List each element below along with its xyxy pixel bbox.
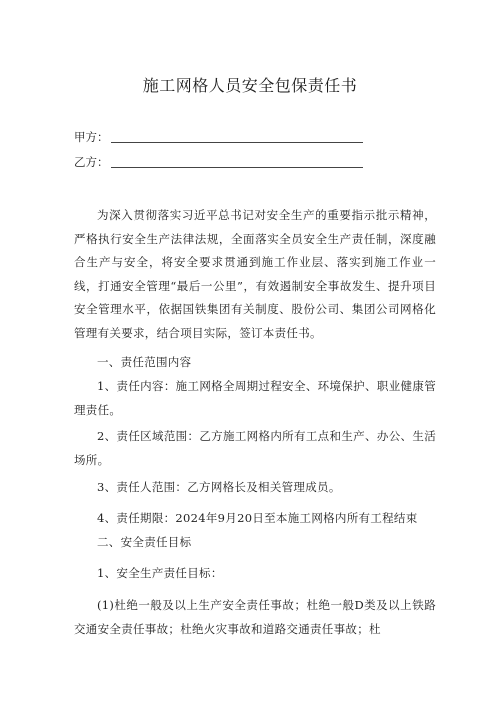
item-2-paragraph: 2、责任区域范围：乙方施工网格内所有工点和生产、办公、生活场所。 (74, 429, 436, 467)
party-b-underline (111, 167, 363, 168)
item-1-paragraph: 1、责任内容：施工网格全周期过程安全、环境保护、职业健康管理责任。 (74, 379, 436, 417)
section2-heading: 二、安全责任目标 (97, 535, 192, 549)
goal-1-sub-1-paragraph: (1)杜绝一般及以上生产安全责任事故；杜绝一般D类及以上铁路交通安全责任事故；杜绝火灾事故和道路交通责任事故；杜 (74, 598, 436, 636)
party-b-row (74, 154, 363, 170)
item-3-paragraph: 3、责任人范围：乙方网格长及相关管理成员。 (97, 480, 341, 494)
intro-paragraph: 为深入贯彻落实习近平总书记对安全生产的重要指示批示精神，严格执行安全生产法律法规，全面落实全员安全生产责任制，深度融合生产与安全，将安全要求贯通到施工作业层、落实到施工作业一线，打通安全管理“最后一公里”，有效遏制安全事故发生、提升项目安全管理水平，依据国铁集团有关制度、股份公司、集团公司网格化管理有关要求，结合项目实际，签订本责任书。 (74, 208, 436, 340)
item-4-paragraph: 4、责任期限：2024年9月20日至本施工网格内所有工程结束 (97, 511, 418, 525)
party-b-label: 乙方： (74, 155, 109, 169)
section1-heading: 一、责任范围内容 (97, 355, 192, 369)
party-a-row (74, 129, 363, 145)
document-title: 施工网格人员安全包保责任书 (142, 76, 358, 95)
party-a-label: 甲方： (74, 130, 109, 144)
party-a-underline (111, 142, 363, 143)
goal-1-heading: 1、安全生产责任目标： (97, 566, 223, 580)
